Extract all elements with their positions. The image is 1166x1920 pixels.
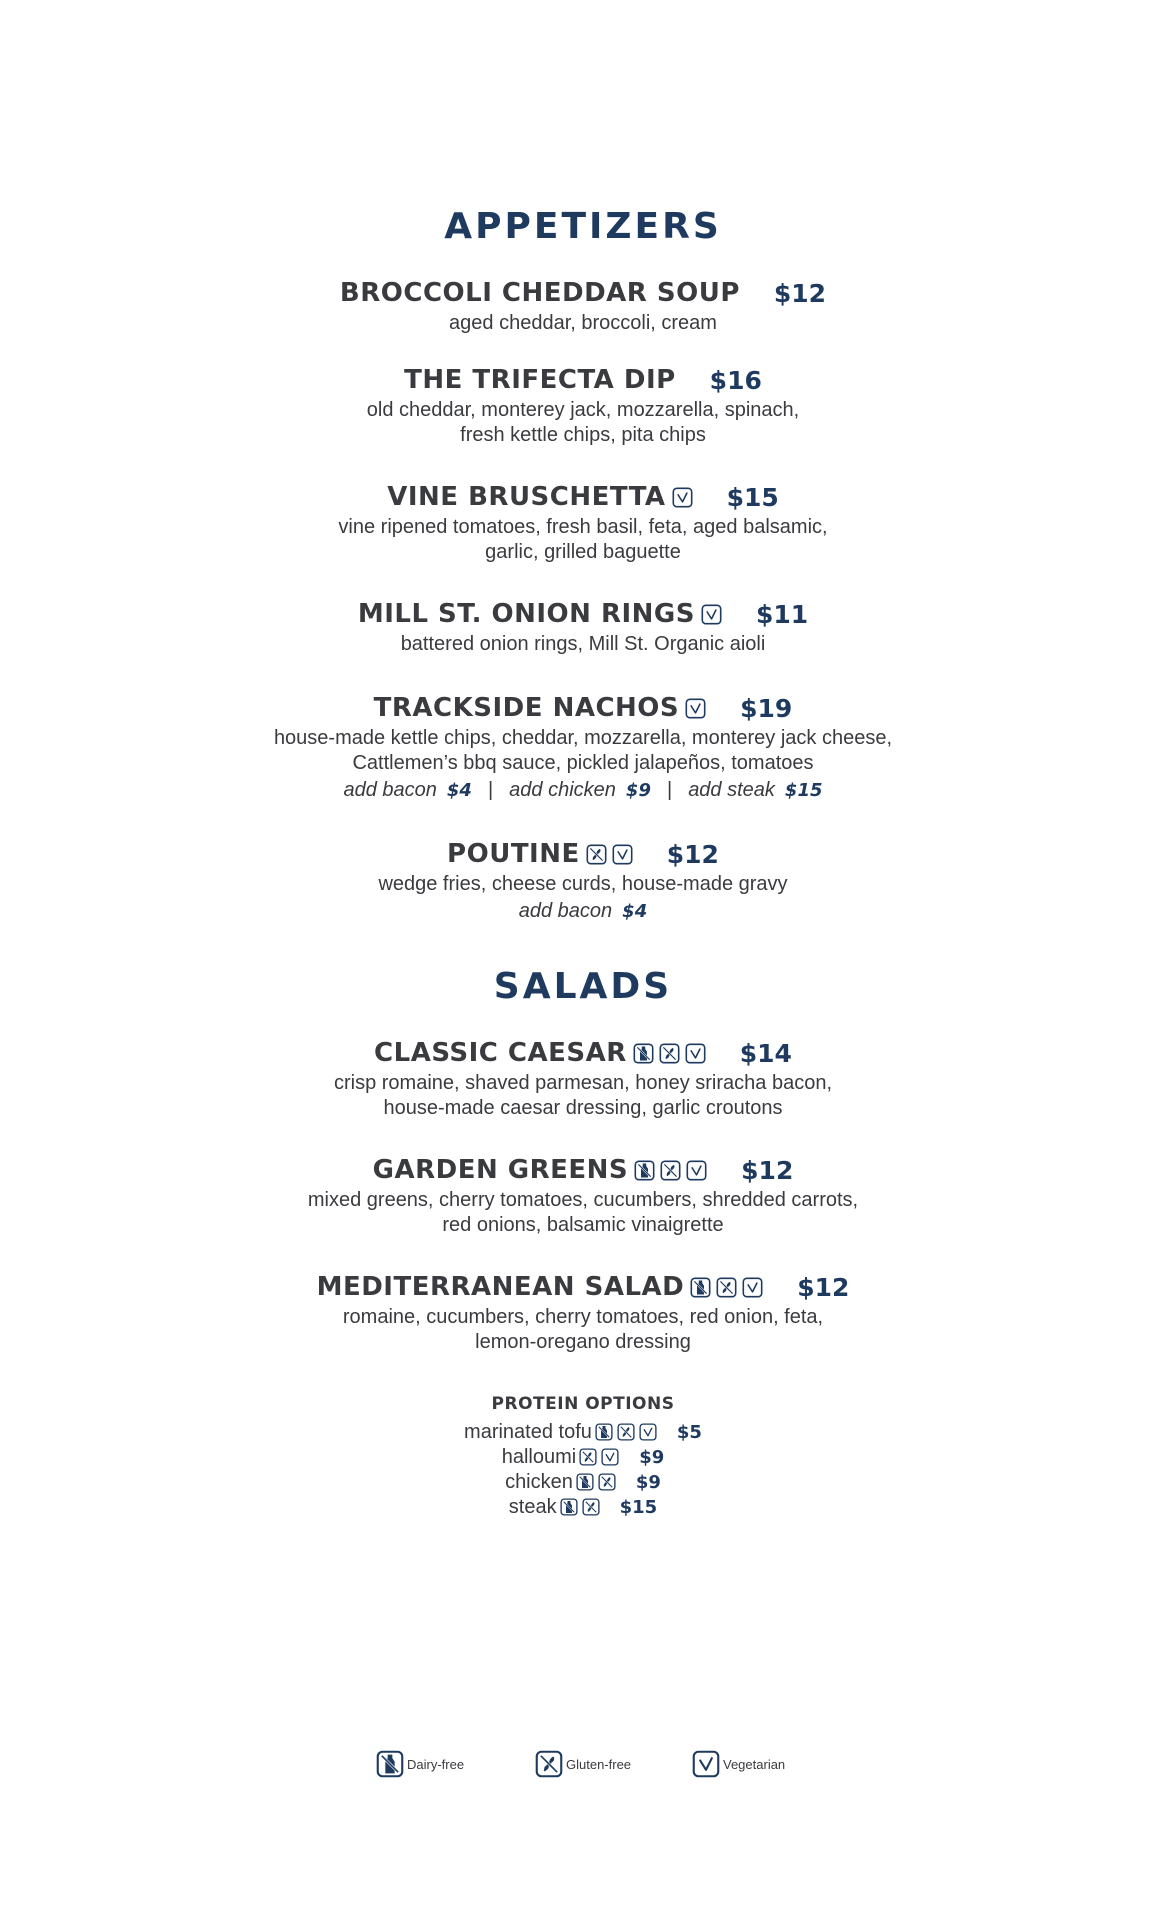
menu-item-price: $12 [666,839,719,869]
menu-item-price: $19 [740,693,793,723]
menu-item-name: VINE BRUSCHETTA [387,482,666,512]
protein-name: marinated tofu [464,1420,592,1443]
dietary-icons [701,604,722,625]
menu-item-description: mixed greens, cherry tomatoes, cucumbers, shredded carrots, [307,1189,859,1211]
vegetarian-icon [612,844,633,865]
protein-price: $9 [635,1471,661,1493]
menu-item-header [0,275,1166,311]
legend-vegetarian [692,1750,785,1778]
menu-item-description: aged cheddar, broccoli, cream [449,312,717,334]
salads-title: SALADS [493,966,673,1007]
dairy-free-icon [576,1473,594,1491]
dietary-icons [576,1473,616,1491]
protein-name: halloumi [501,1445,577,1468]
addon-price: $9 [625,780,651,801]
gluten-free-icon [582,1498,600,1516]
menu-item-description: crisp romaine, shaved parmesan, honey sriracha bacon, [333,1072,833,1094]
dietary-icons [634,1160,707,1181]
protein-option [0,1470,1166,1494]
menu-item-description: red onions, balsamic vinaigrette [442,1214,724,1236]
menu-item-header [0,362,1166,398]
dietary-icons [672,487,693,508]
menu-item-addons [0,897,1166,926]
vegetarian-icon [685,1043,706,1064]
menu-item-header [0,1152,1166,1188]
menu-item-description: wedge fries, cheese curds, house-made gravy [378,873,788,895]
dietary-icons [685,698,706,719]
protein-option [0,1495,1166,1519]
addon-price: $4 [622,901,648,922]
vegetarian-icon [672,487,693,508]
menu-item-description: old cheddar, monterey jack, mozzarella, spinach, [366,399,800,421]
gluten-free-icon [579,1448,597,1466]
menu-item-price: $15 [726,482,779,512]
menu-item [0,362,1166,448]
menu-item-description: battered onion rings, Mill St. Organic aioli [400,633,766,655]
protein-options-title: PROTEIN OPTIONS [491,1394,675,1414]
protein-option [0,1445,1166,1469]
menu-item-header [0,1269,1166,1305]
dairy-free-icon [376,1750,404,1778]
menu-item [0,1152,1166,1238]
menu-item-description: lemon-oregano dressing [475,1331,691,1353]
legend-dairy-free [376,1750,464,1778]
menu-item-description: romaine, cucumbers, cherry tomatoes, red onion, feta, [342,1306,824,1328]
appetizers-title: APPETIZERS [444,206,722,247]
dietary-icons [586,844,633,865]
gluten-free-icon [617,1423,635,1441]
addon-price: $15 [784,780,823,801]
menu-item-name: THE TRIFECTA DIP [404,365,676,395]
menu-item-price: $16 [709,365,762,395]
dairy-free-icon [634,1160,655,1181]
protein-name: steak [508,1495,557,1518]
addon-label: add steak [688,779,775,801]
protein-name: chicken [505,1470,573,1493]
legend-label: Dairy-free [407,1756,465,1772]
menu-item-name: BROCCOLI CHEDDAR SOUP [339,278,740,308]
menu-item-description: house-made kettle chips, cheddar, mozzarella, monterey jack cheese, [273,727,893,749]
protein-price: $9 [639,1446,665,1468]
menu-item [0,479,1166,565]
protein-price: $5 [676,1421,702,1443]
menu-item-addons [0,776,1166,805]
menu-item-name: MEDITERRANEAN SALAD [316,1272,685,1302]
gluten-free-icon [716,1277,737,1298]
menu-item-description: fresh kettle chips, pita chips [460,424,706,446]
menu-item-name: POUTINE [447,839,580,869]
vegetarian-icon [686,1160,707,1181]
dietary-legend [0,1750,1166,1780]
menu-item-name: TRACKSIDE NACHOS [373,693,680,723]
addon-label: add chicken [509,779,616,801]
menu-item-name: CLASSIC CAESAR [374,1038,627,1068]
menu-item [0,1035,1166,1121]
menu-item-header [0,1035,1166,1071]
menu-item-price: $11 [755,599,809,629]
menu-item-description: Cattlemen’s bbq sauce, pickled jalapeños, tomatoes [352,752,814,774]
legend-gluten-free [535,1750,631,1778]
legend-label: Gluten-free [566,1756,632,1772]
dietary-icons [560,1498,600,1516]
menu-item-price: $12 [741,1155,794,1185]
menu-item-description: garlic, grilled baguette [485,541,681,563]
dietary-icons [633,1043,706,1064]
dairy-free-icon [690,1277,711,1298]
gluten-free-icon [535,1750,563,1778]
vegetarian-icon [701,604,722,625]
menu-item [0,275,1166,336]
menu-item-description: vine ripened tomatoes, fresh basil, feta, aged balsamic, [338,516,828,538]
menu-item [0,1269,1166,1355]
dairy-free-icon [560,1498,578,1516]
menu-item-name: MILL ST. ONION RINGS [357,599,695,629]
vegetarian-icon [639,1423,657,1441]
dairy-free-icon [633,1043,654,1064]
menu-item-header [0,596,1166,632]
protein-price: $15 [619,1496,658,1518]
menu-item [0,836,1166,926]
gluten-free-icon [660,1160,681,1181]
dietary-icons [579,1448,619,1466]
addon-label: add bacon [518,900,613,922]
addon-price: $4 [446,780,472,801]
protein-option [0,1420,1166,1444]
gluten-free-icon [586,844,607,865]
gluten-free-icon [659,1043,680,1064]
addon-separator: | [487,779,494,801]
menu-item-name: GARDEN GREENS [372,1155,629,1185]
legend-label: Vegetarian [723,1756,786,1772]
vegetarian-icon [692,1750,720,1778]
vegetarian-icon [601,1448,619,1466]
gluten-free-icon [598,1473,616,1491]
menu-item-price: $14 [739,1038,792,1068]
vegetarian-icon [742,1277,763,1298]
menu-item-header [0,479,1166,515]
menu-item-price: $12 [797,1272,850,1302]
menu-item [0,596,1166,657]
menu-item-description: house-made caesar dressing, garlic croutons [383,1097,783,1119]
dairy-free-icon [595,1423,613,1441]
vegetarian-icon [685,698,706,719]
addon-label: add bacon [343,779,437,801]
menu-item [0,690,1166,805]
addon-separator: | [666,779,673,801]
dietary-icons [595,1423,657,1441]
menu-item-header [0,836,1166,872]
menu-item-price: $12 [773,278,827,308]
menu-item-header [0,690,1166,726]
dietary-icons [690,1277,763,1298]
